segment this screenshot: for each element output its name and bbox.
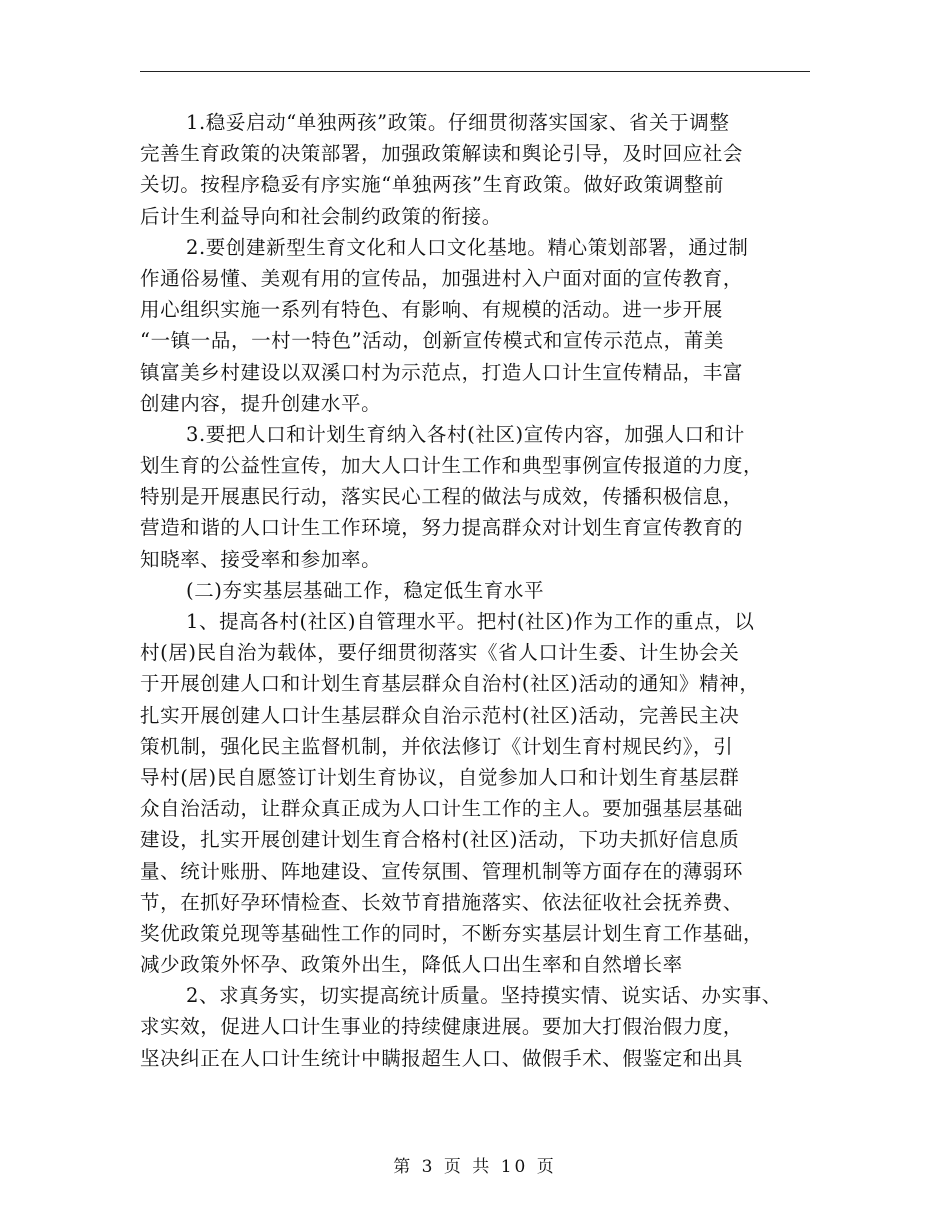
- text-line: 扎实开展创建人口计生基层群众自治示范村(社区)活动，完善民主决: [140, 703, 740, 727]
- text-line: 1、提高各村(社区)自管理水平。把村(社区)作为工作的重点，以: [186, 610, 755, 633]
- text-line: 村(居)民自治为载体，要仔细贯彻落实《省人口计生委、计生协会关: [140, 641, 740, 665]
- text-line: 求实效，促进人口计生事业的持续健康进展。要加大打假治假力度，: [140, 1015, 744, 1039]
- text-line: 知晓率、接受率和参加率。: [140, 547, 382, 571]
- text-line: 减少政策外怀孕、政策外出生，降低人口出生率和自然增长率: [140, 953, 683, 977]
- text-line: 众自治活动，让群众真正成为人口计生工作的主人。要加强基层基础: [140, 797, 744, 821]
- text-line: 建设，扎实开展创建计划生育合格村(社区)活动，下功夫抓好信息质: [140, 828, 740, 852]
- text-line: 奖优政策兑现等基础性工作的同时，不断夯实基层计划生育工作基础，: [140, 921, 764, 945]
- text-line: 坚决纠正在人口计生统计中瞒报超生人口、做假手术、假鉴定和出具: [140, 1046, 744, 1070]
- text-line: 完善生育政策的决策部署，加强政策解读和舆论引导，及时回应社会: [140, 142, 744, 166]
- header-rule: [140, 71, 810, 72]
- text-line: (二)夯实基层基础工作，稳定低生育水平: [186, 578, 545, 602]
- text-line: 后计生利益导向和社会制约政策的衔接。: [140, 204, 502, 228]
- text-line: 策机制，强化民主监督机制，并依法修订《计划生育村规民约》，引: [140, 734, 734, 758]
- page-footer: 第 3 页 共 10 页: [393, 1157, 557, 1177]
- text-line: 创建内容，提升创建水平。: [140, 391, 382, 415]
- text-line: 划生育的公益性宣传，加大人口计生工作和典型事例宣传报道的力度，: [140, 454, 764, 478]
- text-line: 3.要把人口和计划生育纳入各村(社区)宣传内容，加强人口和计: [186, 422, 745, 446]
- text-line: 关切。按程序稳妥有序实施“单独两孩”生育政策。做好政策调整前: [140, 173, 724, 197]
- text-line: 节，在抓好孕环情检查、长效节育措施落实、依法征收社会抚养费、: [140, 890, 744, 914]
- text-line: 特别是开展惠民行动，落实民心工程的做法与成效，传播积极信息，: [140, 485, 744, 509]
- text-line: 2.要创建新型生育文化和人口文化基地。精心策划部署，通过制: [186, 235, 749, 259]
- text-line: 于开展创建人口和计划生育基层群众自治村(社区)活动的通知》精神，: [140, 672, 760, 696]
- document-body: [140, 107, 830, 1074]
- text-line: 1.稳妥启动“单独两孩”政策。仔细贯彻落实国家、省关于调整: [186, 111, 730, 134]
- text-line: 用心组织实施一系列有特色、有影响、有规模的活动。进一步开展: [140, 298, 723, 322]
- text-line: 导村(居)民自愿签订计划生育协议，自觉参加人口和计划生育基层群: [140, 765, 740, 789]
- text-line: 作通俗易懂、美观有用的宣传品，加强进村入户面对面的宣传教育，: [140, 266, 744, 290]
- text-line: 营造和谐的人口计生工作环境，努力提高群众对计划生育宣传教育的: [140, 516, 744, 540]
- text-line: “一镇一品，一村一特色”活动，创新宣传模式和宣传示范点，莆美: [140, 329, 724, 353]
- text-line: 量、统计账册、阵地建设、宣传氛围、管理机制等方面存在的薄弱环: [140, 859, 744, 883]
- text-line: 2、求真务实，切实提高统计质量。坚持摸实情、说实话、办实事、: [186, 984, 782, 1008]
- text-line: 镇富美乡村建设以双溪口村为示范点，打造人口计生宣传精品，丰富: [140, 360, 744, 384]
